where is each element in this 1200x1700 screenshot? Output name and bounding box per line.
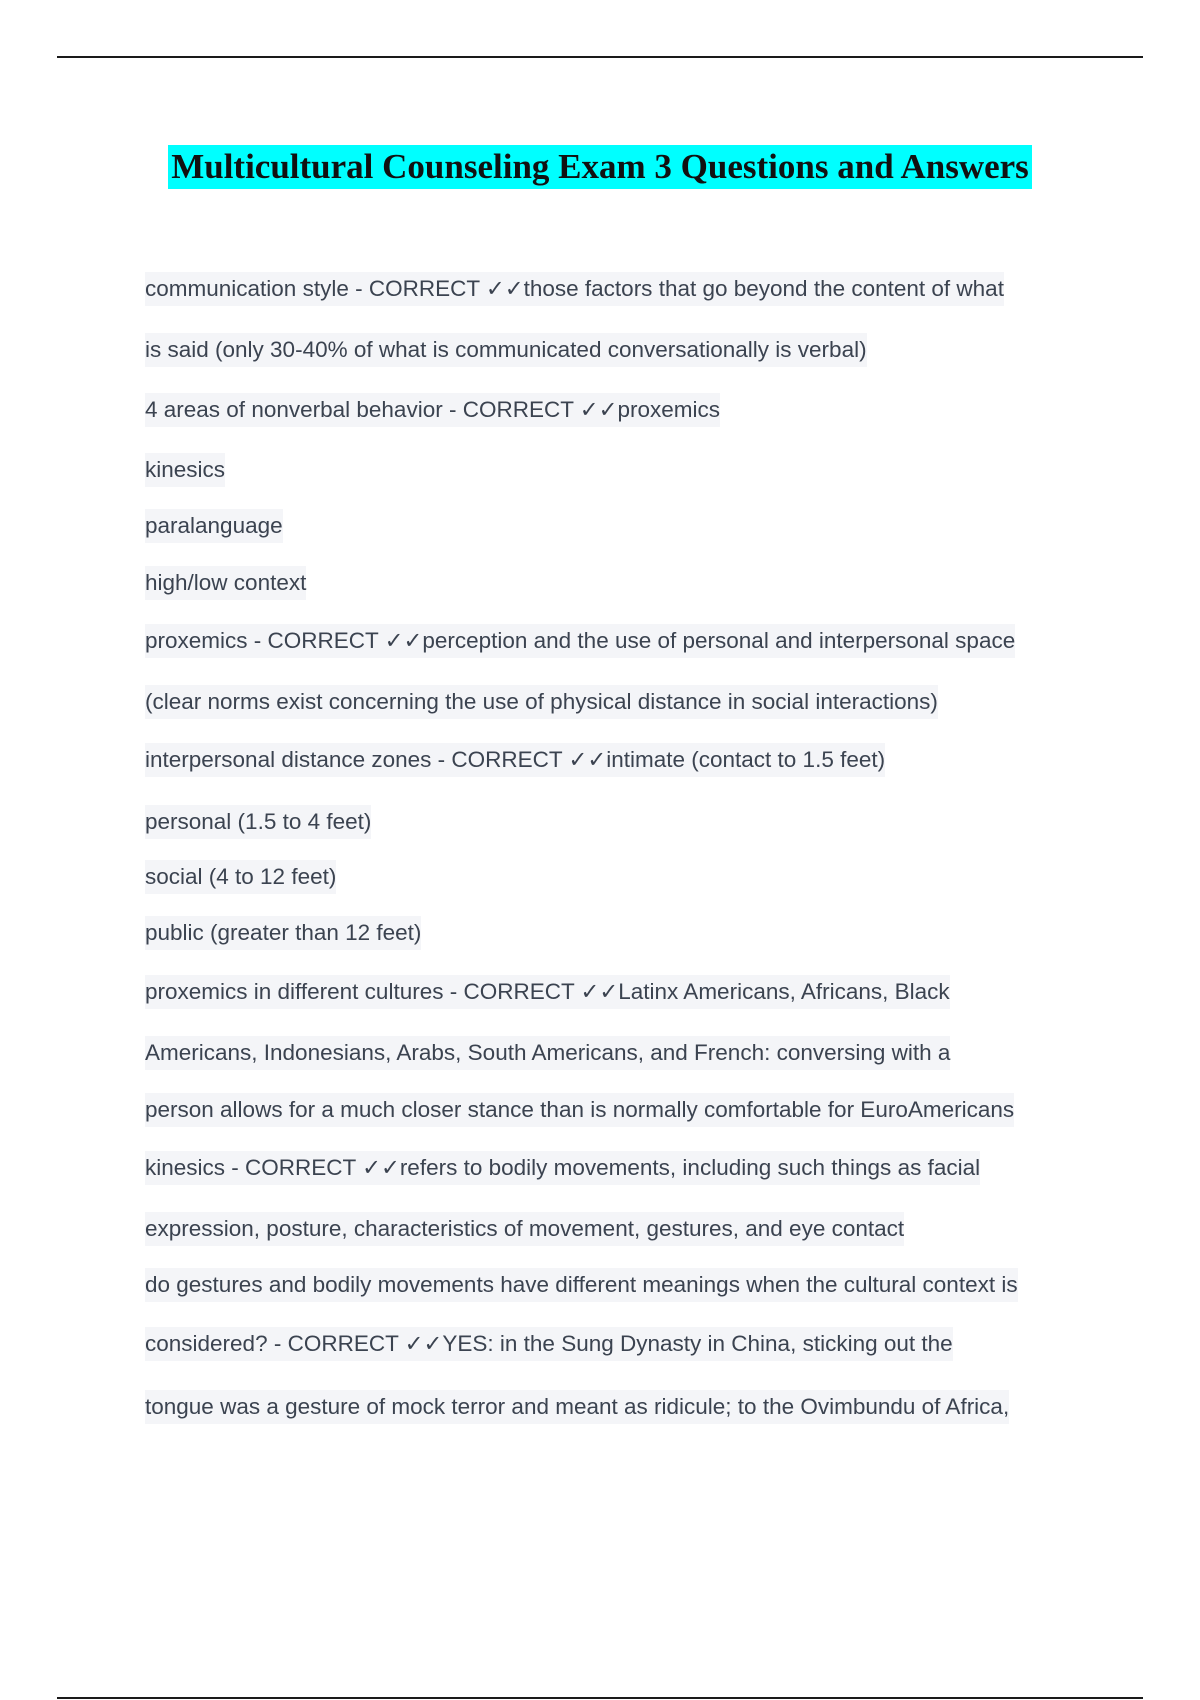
top-rule: [57, 56, 1143, 58]
text-line: do gestures and bodily movements have different meanings when the cultural context is: [145, 1268, 1018, 1302]
text-line: interpersonal distance zones - CORRECT ✓✓intimate (contact to 1.5 feet): [145, 743, 885, 777]
document-title: Multicultural Counseling Exam 3 Questions and Answers: [168, 145, 1032, 189]
text-line: personal (1.5 to 4 feet): [145, 805, 371, 839]
text-line: kinesics - CORRECT ✓✓refers to bodily movements, including such things as facial: [145, 1151, 980, 1185]
text-line: is said (only 30-40% of what is communicated conversationally is verbal): [145, 333, 867, 367]
text-line: kinesics: [145, 453, 225, 487]
text-line: paralanguage: [145, 509, 283, 543]
text-line: expression, posture, characteristics of movement, gestures, and eye contact: [145, 1212, 904, 1246]
text-line: tongue was a gesture of mock terror and meant as ridicule; to the Ovimbundu of Africa,: [145, 1390, 1009, 1424]
text-line: 4 areas of nonverbal behavior - CORRECT ✓✓proxemics: [145, 393, 720, 427]
text-line: Americans, Indonesians, Arabs, South Americans, and French: conversing with a: [145, 1036, 950, 1070]
text-line: proxemics - CORRECT ✓✓perception and the use of personal and interpersonal space: [145, 624, 1015, 658]
text-line: social (4 to 12 feet): [145, 860, 336, 894]
text-line: public (greater than 12 feet): [145, 916, 421, 950]
text-line: (clear norms exist concerning the use of physical distance in social interactions): [145, 685, 938, 719]
text-line: proxemics in different cultures - CORRECT ✓✓Latinx Americans, Africans, Black: [145, 975, 950, 1009]
text-line: communication style - CORRECT ✓✓those factors that go beyond the content of what: [145, 272, 1004, 306]
text-line: high/low context: [145, 566, 306, 600]
title-container: [0, 145, 1200, 189]
bottom-rule: [57, 1697, 1143, 1699]
text-line: person allows for a much closer stance than is normally comfortable for EuroAmericans: [145, 1093, 1014, 1127]
text-line: considered? - CORRECT ✓✓YES: in the Sung Dynasty in China, sticking out the: [145, 1327, 953, 1361]
